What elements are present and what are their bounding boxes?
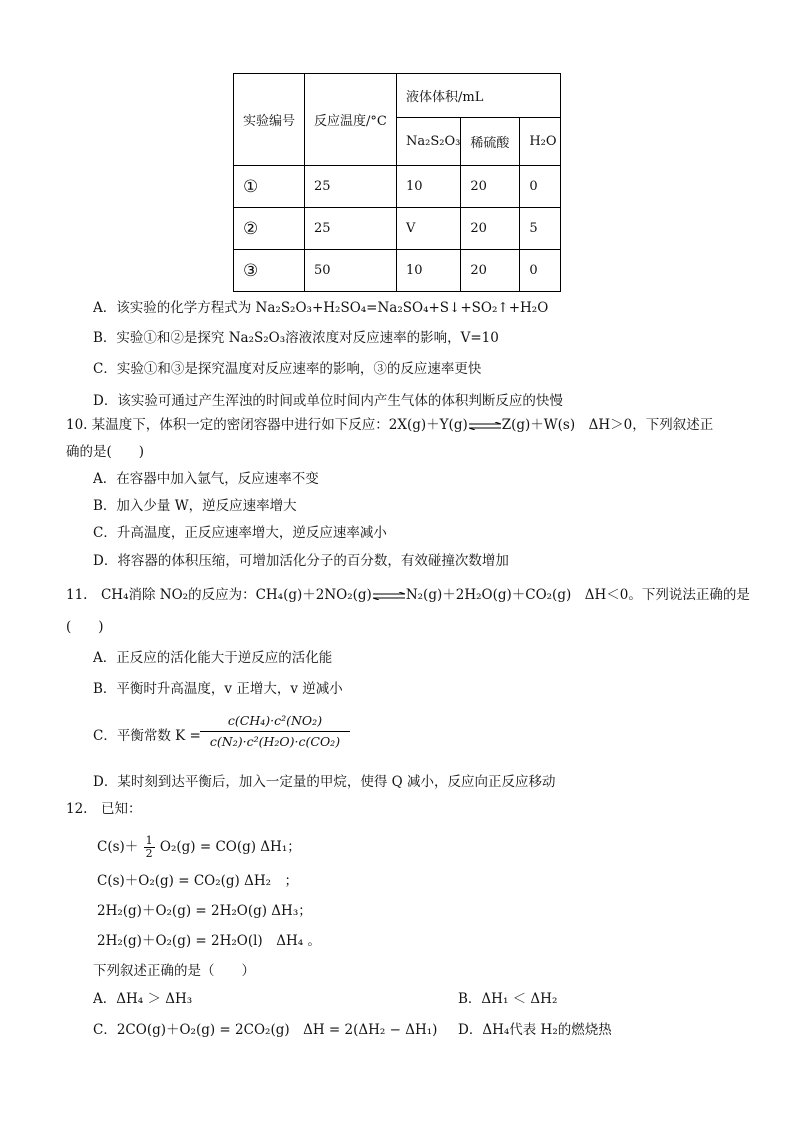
eq1-fraction [144, 835, 155, 860]
q11-stem-part2: N₂(g)＋2H₂O(g)＋CO₂(g) ΔH＜0。下列说法正确的是 [405, 587, 750, 603]
header-na2s2o3: Na₂S₂O₃ [397, 118, 461, 166]
eq1-fraction-den: 2 [145, 847, 153, 860]
q11-option-b: B．平衡时升高温度，v 正增大，v 逆减小 [93, 681, 343, 697]
row-id: ③ [234, 250, 305, 292]
q12-eq3: 2H₂(g)＋O₂(g) = 2H₂O(g) ΔH₃； [97, 903, 312, 919]
table-row [234, 166, 561, 208]
q11-option-c-label: C．平衡常数 K = [93, 728, 201, 744]
equilibrium-arrow-icon [468, 422, 502, 430]
q12-eq1 [97, 835, 301, 860]
row-temp: 25 [305, 208, 397, 250]
row-acid: 20 [461, 208, 520, 250]
row-water: 0 [520, 166, 561, 208]
q10-option-b: B．加入少量 W，逆反应速率增大 [93, 498, 297, 514]
row-temp: 25 [305, 166, 397, 208]
row-id: ② [234, 208, 305, 250]
fraction-numerator: c(CH₄)·c²(NO₂) [227, 713, 323, 728]
row-temp: 50 [305, 250, 397, 292]
row-na: 10 [397, 166, 461, 208]
eq1-fraction-num: 1 [145, 834, 153, 847]
q12-ask: 下列叙述正确的是（ ） [93, 963, 255, 979]
q10-option-c: C．升高温度，正反应速率增大，逆反应速率减小 [93, 525, 387, 541]
q12-option-d: D．ΔH₄代表 H₂的燃烧热 [458, 1022, 612, 1038]
table-row [234, 208, 561, 250]
header-id: 实验编号 [234, 74, 305, 166]
q11-option-c-fraction [200, 713, 350, 750]
row-na: V [397, 208, 461, 250]
header-water: H₂O [520, 118, 561, 166]
q11-stem [66, 586, 750, 604]
q10-stem [66, 416, 713, 434]
header-volume: 液体体积/mL [397, 74, 561, 118]
fraction-bar [200, 731, 350, 732]
q12-eq4: 2H₂(g)＋O₂(g) = 2H₂O(l) ΔH₄ 。 [97, 933, 321, 949]
q9-option-b: B．实验①和②是探究 Na₂S₂O₃溶液浓度对反应速率的影响，V=10 [93, 330, 499, 346]
q12-option-a: A．ΔH₄ ＞ ΔH₃ [93, 991, 193, 1007]
q11-option-a: A．正反应的活化能大于逆反应的活化能 [93, 650, 333, 666]
q12-option-c: C．2CO(g)＋O₂(g) = 2CO₂(g) ΔH = 2(ΔH₂ − ΔH₁) [93, 1022, 438, 1038]
q10-stem-part1: 10. 某温度下，体积一定的密闭容器中进行如下反应：2X(g)＋Y(g) [66, 417, 468, 433]
q12-stem: 12. 已知： [66, 801, 142, 817]
experiment-table [233, 73, 561, 292]
row-water: 0 [520, 250, 561, 292]
header-acid: 稀硫酸 [461, 118, 520, 166]
q9-option-a: A．该实验的化学方程式为 Na₂S₂O₃+H₂SO₄=Na₂SO₄+S↓+SO₂↑+H₂O [93, 300, 549, 316]
fraction-denominator: c(N₂)·c²(H₂O)·c(CO₂) [209, 734, 341, 749]
q9-option-c: C．实验①和③是探究温度对反应速率的影响，③的反应速率更快 [93, 361, 482, 377]
q12-eq2: C(s)＋O₂(g) = CO₂(g) ΔH₂ ； [97, 873, 299, 889]
row-acid: 20 [461, 250, 520, 292]
row-na: 10 [397, 250, 461, 292]
q10-stem-line2: 确的是( ) [66, 444, 145, 460]
equilibrium-arrow-icon [372, 592, 406, 600]
row-water: 5 [520, 208, 561, 250]
q11-option-d: D．某时刻到达平衡后，加入一定量的甲烷，使得 Q 减小，反应向正反应移动 [93, 774, 556, 790]
eq1-left: C(s)＋ [97, 839, 139, 855]
q11-stem-line2: ( ) [66, 619, 104, 635]
row-acid: 20 [461, 166, 520, 208]
table-row [234, 250, 561, 292]
q9-option-d: D．该实验可通过产生浑浊的时间或单位时间内产生气体的体积判断反应的快慢 [93, 393, 563, 409]
q11-stem-part1: 11. CH₄消除 NO₂的反应为：CH₄(g)＋2NO₂(g) [66, 587, 372, 603]
q10-option-d: D．将容器的体积压缩，可增加活化分子的百分数，有效碰撞次数增加 [93, 553, 509, 569]
q12-option-b: B．ΔH₁ ＜ ΔH₂ [458, 991, 558, 1007]
eq1-right: O₂(g) = CO(g) ΔH₁； [159, 839, 301, 855]
q10-option-a: A．在容器中加入氩气，反应速率不变 [93, 471, 319, 487]
q10-stem-part2: Z(g)＋W(s) ΔH＞0，下列叙述正 [501, 417, 714, 433]
header-temp: 反应温度/°C [305, 74, 397, 166]
row-id: ① [234, 166, 305, 208]
